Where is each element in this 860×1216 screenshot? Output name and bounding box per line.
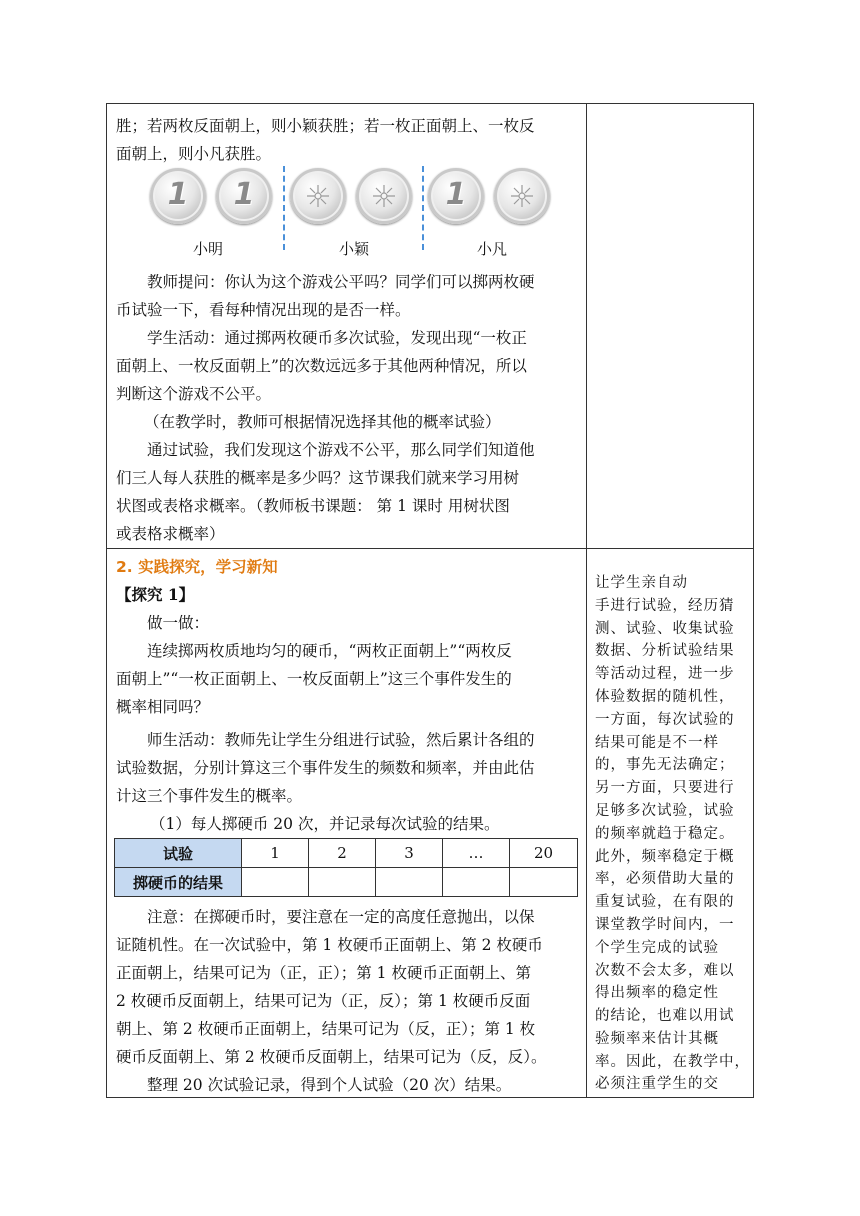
- column-divider: [586, 103, 587, 1098]
- table-cell: 20: [510, 839, 578, 868]
- side-note-line: 足够多次试验，试验: [595, 803, 735, 819]
- text-line: 整理 20 次试验记录，得到个人试验（20 次）结果。: [147, 1076, 512, 1094]
- side-note-line: 让学生亲自动: [595, 575, 688, 591]
- text-line: 或表格求概率）: [116, 525, 225, 543]
- side-note-line: 率，必须借助大量的: [595, 871, 735, 887]
- text-line: 正面朝上，结果可记为（正，正）；第 1 枚硬币正面朝上、第: [116, 964, 531, 982]
- side-note-line: 重复试验，在有限的: [595, 894, 735, 910]
- coin-value: 1: [445, 177, 467, 212]
- table-cell: [510, 868, 578, 897]
- chrysanthemum-icon: [508, 182, 536, 210]
- chrysanthemum-icon: [304, 182, 332, 210]
- side-note-line: 此外，频率稳定于概: [595, 849, 735, 865]
- text-line: 注意：在掷硬币时，要注意在一定的高度任意抛出，以保: [147, 908, 535, 926]
- chrysanthemum-icon: [370, 182, 398, 210]
- table-cell: 3: [376, 839, 443, 868]
- table-cell: [242, 868, 309, 897]
- text-line: 学生活动：通过掷两枚硬币多次试验，发现出现“一枚正: [147, 329, 527, 347]
- table-header-cell: 掷硬币的结果: [115, 868, 242, 897]
- side-note-line: 的频率就趋于稳定。: [595, 826, 735, 842]
- text-line: 朝上、第 2 枚硬币正面朝上，结果可记为（反，正）；第 1 枚: [116, 1020, 536, 1038]
- dashed-divider: [422, 166, 424, 250]
- coin-heads-icon: [428, 168, 484, 224]
- dashed-divider: [283, 166, 285, 250]
- text-line: 做一做：: [147, 614, 210, 632]
- side-note-line: 测、试验、收集试验: [595, 621, 735, 637]
- side-note-line: 课堂教学时间内，一: [595, 917, 735, 933]
- text-line: 连续掷两枚质地均匀的硬币，“两枚正面朝上”“两枚反: [147, 642, 512, 660]
- side-note-line: 的，事先无法确定；: [595, 757, 735, 773]
- coin-label-xiaoying: 小颖: [339, 240, 370, 258]
- text-line: （1）每人掷硬币 20 次，并记录每次试验的结果。: [150, 815, 500, 833]
- table-header-cell: 试验: [115, 839, 242, 868]
- table-cell: [309, 868, 376, 897]
- text-line: 币试验一下，看每种情况出现的是否一样。: [116, 301, 411, 319]
- side-note-line: 验频率来估计其概: [595, 1031, 719, 1047]
- text-line: 教师提问：你认为这个游戏公平吗？同学们可以掷两枚硬: [147, 273, 535, 291]
- text-line: 胜；若两枚反面朝上，则小颖获胜；若一枚正面朝上、一枚反: [116, 117, 535, 135]
- text-line: 面朝上”“一枚正面朝上、一枚反面朝上”这三个事件发生的: [116, 670, 512, 688]
- text-line: 面朝上、一枚反面朝上”的次数远远多于其他两种情况，所以: [116, 357, 527, 375]
- text-line: 概率相同吗？: [116, 698, 210, 716]
- text-line: 试验数据，分别计算这三个事件发生的频数和频率，并由此估: [116, 759, 535, 777]
- side-note-line: 一方面，每次试验的: [595, 712, 735, 728]
- table-cell: 2: [309, 839, 376, 868]
- side-note-line: 必须注重学生的交: [595, 1076, 719, 1092]
- coin-heads-icon: [150, 168, 206, 224]
- text-line: 硬币反面朝上、第 2 枚硬币反面朝上，结果可记为（反，反）。: [116, 1048, 547, 1066]
- text-line: （在教学时，教师可根据情况选择其他的概率试验）: [144, 413, 501, 431]
- coin-heads-icon: [216, 168, 272, 224]
- coin-tails-icon: [494, 168, 550, 224]
- table-row: [115, 868, 578, 897]
- text-line: 判断这个游戏不公平。: [116, 385, 272, 403]
- row-divider: [106, 548, 754, 549]
- text-line: 师生活动：教师先让学生分组进行试验，然后累计各组的: [147, 731, 535, 749]
- table-cell: 1: [242, 839, 309, 868]
- side-note-line: 体验数据的随机性，: [595, 689, 735, 705]
- side-note-line: 个学生完成的试验: [595, 940, 719, 956]
- explore-title: 【探究 1】: [116, 585, 195, 604]
- side-note-line: 得出频率的稳定性: [595, 985, 719, 1001]
- text-line: 证随机性。在一次试验中，第 1 枚硬币正面朝上、第 2 枚硬币: [116, 936, 543, 954]
- coin-value: 1: [233, 177, 255, 212]
- side-note-line: 另一方面，只要进行: [595, 780, 735, 796]
- side-note-line: 率。因此，在教学中，: [595, 1054, 750, 1070]
- record-table: [114, 838, 578, 897]
- table-cell: [443, 868, 510, 897]
- table-cell: [376, 868, 443, 897]
- text-line: 状图或表格求概率。（教师板书课题： 第 1 课时 用树状图: [116, 497, 510, 515]
- coin-value: 1: [167, 177, 189, 212]
- coin-label-xiaofan: 小凡: [477, 240, 508, 258]
- table-row: [115, 839, 578, 868]
- side-note-line: 等活动过程，进一步: [595, 666, 735, 682]
- text-line: 2 枚硬币反面朝上，结果可记为（正，反）；第 1 枚硬币反面: [116, 992, 531, 1010]
- side-note-line: 结果可能是不一样: [595, 735, 719, 751]
- side-note-line: 的结论，也难以用试: [595, 1008, 735, 1024]
- text-line: 面朝上，则小凡获胜。: [116, 145, 272, 163]
- side-note-line: 数据、分析试验结果: [595, 643, 735, 659]
- table-cell: …: [443, 839, 510, 868]
- coin-label-xiaoming: 小明: [193, 240, 224, 258]
- text-line: 通过试验，我们发现这个游戏不公平，那么同学们知道他: [147, 441, 535, 459]
- text-line: 们三人每人获胜的概率是多少吗？这节课我们就来学习用树: [116, 469, 520, 487]
- section-heading: 2. 实践探究，学习新知: [116, 558, 278, 576]
- text-line: 计这三个事件发生的概率。: [116, 787, 303, 805]
- coin-tails-icon: [290, 168, 346, 224]
- coin-tails-icon: [356, 168, 412, 224]
- side-note-line: 次数不会太多，难以: [595, 963, 735, 979]
- side-note-line: 手进行试验，经历猜: [595, 598, 735, 614]
